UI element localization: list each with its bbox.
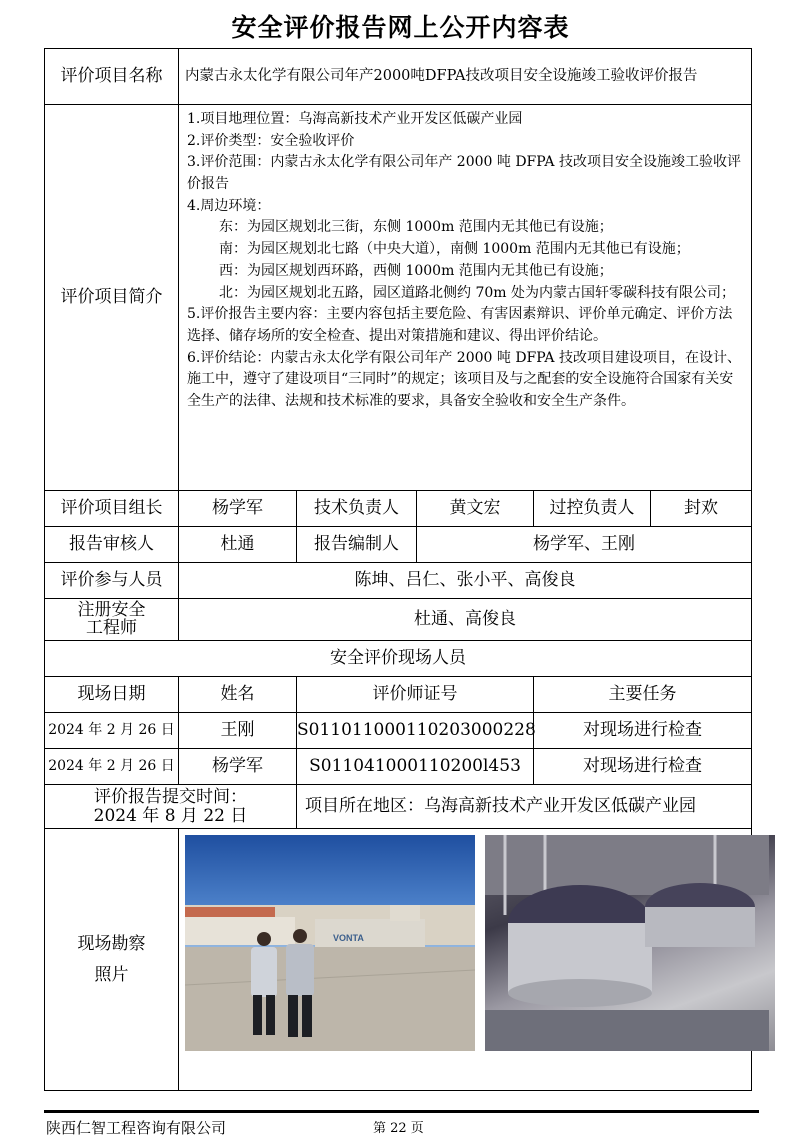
process-value: 封欢 (651, 491, 752, 527)
site-date: 2024 年 2 月 26 日 (45, 713, 179, 749)
site-task: 对现场进行检查 (534, 713, 752, 749)
process-label: 过控负责人 (534, 491, 651, 527)
engineers-value: 杜通、高俊良 (179, 599, 752, 641)
author-value: 杨学军、王刚 (417, 527, 752, 563)
site-photo-entrance (185, 835, 475, 1051)
leader-value: 杨学军 (179, 491, 297, 527)
site-name: 王刚 (179, 713, 297, 749)
engineer-label-line: 工程师 (86, 617, 137, 638)
photos-cell (179, 829, 752, 1091)
surrounding-north: 北：为园区规划北五路，园区道路北侧约 70m 处为内蒙古国轩零碳科技有限公司； (219, 284, 735, 301)
tech-value: 黄文宏 (417, 491, 534, 527)
site-photo-reactors (485, 835, 775, 1051)
footer-page-number: 第 22 页 (373, 1121, 424, 1136)
summary-label: 评价项目简介 (45, 105, 179, 491)
summary-content (179, 105, 752, 491)
summary-line: 1.项目地理位置：乌海高新技术产业开发区低碳产业园 (187, 111, 523, 127)
summary-line: 5.评价报告主要内容：主要内容包括主要危险、有害因素辩识、评价单元确定、评价方法选择、储存场所的安全检查、提出对策措施和建议、得出评价结论。 (187, 306, 733, 344)
photos-label-line: 现场勘察 (77, 933, 146, 954)
author-label: 报告编制人 (297, 527, 417, 563)
summary-line: 4.周边环境： (187, 197, 271, 214)
project-name-label: 评价项目名称 (45, 49, 179, 105)
footer-divider (44, 1110, 759, 1113)
site-cert: S011041000110200l453 (297, 749, 534, 785)
footer-company: 陕西仁智工程咨询有限公司 (46, 1119, 227, 1137)
submit-time (45, 785, 297, 829)
photo-sign-text: VONTA (333, 933, 364, 943)
page-title: 安全评价报告网上公开内容表 (231, 13, 570, 42)
surrounding-west: 西：为园区规划西环路，西侧 1000m 范围内无其他已有设施； (219, 262, 613, 279)
participants-value: 陈坤、吕仁、张小平、高俊良 (179, 563, 752, 599)
site-header-task: 主要任务 (534, 677, 752, 713)
project-name: 内蒙古永太化学有限公司年产2000吨DFPA技改项目安全设施竣工验收评价报告 (179, 49, 752, 105)
submit-date: 2024 年 8 月 22 日 (93, 805, 248, 826)
engineer-label (45, 599, 179, 641)
summary-line: 2.评价类型：安全验收评价 (187, 132, 355, 149)
surrounding-east: 东：为园区规划北三街，东侧 1000m 范围内无其他已有设施； (219, 219, 613, 236)
entrance-photo-graphic (185, 835, 475, 1051)
site-header-cert: 评价师证号 (297, 677, 534, 713)
summary-line: 3.评价范围：内蒙古永太化学有限公司年产 2000 吨 DFPA 技改项目安全设施竣工验收评价报告 (187, 154, 741, 193)
reviewer-value: 杜通 (179, 527, 297, 563)
site-date: 2024 年 2 月 26 日 (45, 749, 179, 785)
surrounding-south: 南：为园区规划北七路（中央大道），南侧 1000m 范围内无其他已有设施； (219, 241, 690, 258)
site-header-date: 现场日期 (45, 677, 179, 713)
submit-label: 评价报告提交时间： (94, 786, 247, 807)
reviewer-label: 报告审核人 (45, 527, 179, 563)
site-cert: S011011000110203000228 (297, 713, 534, 749)
project-location: 项目所在地区：乌海高新技术产业开发区低碳产业园 (297, 785, 752, 829)
info-table (44, 48, 752, 1091)
site-task: 对现场进行检查 (534, 749, 752, 785)
table-row (45, 713, 752, 749)
participants-label: 评价参与人员 (45, 563, 179, 599)
engineer-label-line: 注册安全 (77, 599, 146, 620)
table-row (45, 749, 752, 785)
summary-line: 6.评价结论：内蒙古永太化学有限公司年产 2000 吨 DFPA 技改项目建设项目，在设计、施工中，遵守了建设项目“三同时”的规定；该项目及与之配套的安全设施符合国家有关安全生产的法律、法规和技术标准的要求，具备安全验收和安全生产条件。 (187, 349, 741, 409)
photos-label (45, 829, 179, 1091)
tech-label: 技术负责人 (297, 491, 417, 527)
photos-label-line: 照片 (94, 964, 129, 985)
site-name: 杨学军 (179, 749, 297, 785)
leader-label: 评价项目组长 (45, 491, 179, 527)
site-heading: 安全评价现场人员 (45, 641, 752, 677)
reactors-photo-graphic (485, 835, 769, 1051)
site-header-name: 姓名 (179, 677, 297, 713)
